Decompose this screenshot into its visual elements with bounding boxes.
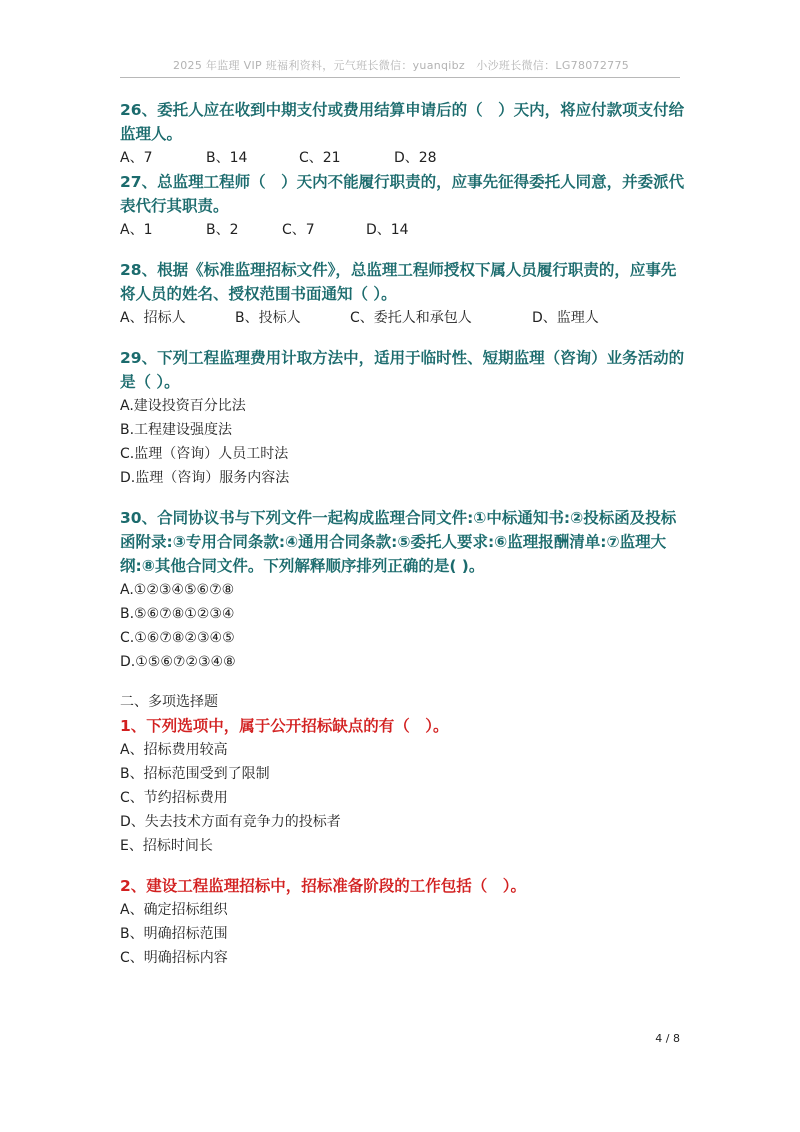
question-29-option-d: D.监理（咨询）服务内容法: [120, 470, 290, 486]
question-28-options: [120, 306, 686, 330]
page-number: 4 / 8: [655, 1032, 680, 1045]
multi-question-1-option-c: C、节约招标费用: [120, 790, 228, 806]
question-26-option-c: C、21: [299, 150, 341, 166]
question-26-title: 26、委托人应在收到中期支付或费用结算申请后的（ ）天内，将应付款项支付给监理人。: [120, 101, 685, 143]
question-28-option-d: D、监理人: [532, 310, 599, 326]
question-27-option-a: A、1: [120, 222, 153, 238]
question-26: [120, 98, 686, 170]
multi-question-1-option-d: D、失去技术方面有竞争力的投标者: [120, 814, 341, 830]
question-29: [120, 346, 686, 490]
header-divider: [120, 77, 680, 78]
question-29-title: 29、下列工程监理费用计取方法中，适用于临时性、短期监理（咨询）业务活动的是（ ）。: [120, 349, 685, 391]
section-heading-multiple-choice: 二、多项选择题: [120, 694, 218, 710]
multi-question-1: [120, 714, 686, 858]
question-28-option-a: A、招标人: [120, 310, 186, 326]
multi-question-2: [120, 874, 686, 970]
question-30-option-d: D.①⑤⑥⑦②③④⑧: [120, 654, 236, 670]
question-27-option-c: C、7: [282, 222, 315, 238]
question-28: [120, 258, 686, 330]
question-27-options: [120, 218, 686, 242]
question-30: [120, 506, 686, 674]
multi-question-2-option-a: A、确定招标组织: [120, 902, 228, 918]
question-30-option-a: A.①②③④⑤⑥⑦⑧: [120, 582, 235, 598]
question-28-option-b: B、投标人: [235, 310, 301, 326]
multi-question-1-title: 1、下列选项中，属于公开招标缺点的有（ ）。: [120, 717, 449, 735]
question-26-option-b: B、14: [206, 150, 248, 166]
page-header-text: 2025 年监理 VIP 班福利资料，元气班长微信：yuanqibz 小沙班长微信：LG78072775: [172, 59, 630, 72]
question-26-option-a: A、7: [120, 150, 153, 166]
question-29-option-c: C.监理（咨询）人员工时法: [120, 446, 289, 462]
question-26-option-d: D、28: [394, 150, 437, 166]
question-27: [120, 170, 686, 242]
question-28-option-c: C、委托人和承包人: [350, 310, 472, 326]
multi-question-2-option-b: B、明确招标范围: [120, 926, 228, 942]
question-29-option-a: A.建设投资百分比法: [120, 398, 246, 414]
question-26-options: [120, 146, 686, 170]
question-27-title: 27、总监理工程师（ ）天内不能履行职责的，应事先征得委托人同意，并委派代表代行其职责。: [120, 173, 685, 215]
multi-question-1-option-e: E、招标时间长: [120, 838, 213, 854]
multi-question-2-option-c: C、明确招标内容: [120, 950, 228, 966]
question-27-option-b: B、2: [206, 222, 239, 238]
multi-question-2-title: 2、建设工程监理招标中，招标准备阶段的工作包括（ ）。: [120, 877, 527, 895]
question-27-option-d: D、14: [366, 222, 409, 238]
document-body: [120, 98, 686, 970]
multi-question-1-option-b: B、招标范围受到了限制: [120, 766, 270, 782]
question-30-title: 30、合同协议书与下列文件一起构成监理合同文件:①中标通知书:②投标函及投标函附录:③专用合同条款:④通用合同条款:⑤委托人要求:⑥监理报酬清单:⑦监理大纲:⑧其他合同文件。下列解释顺序排列正确的是( )。: [120, 509, 677, 575]
multi-question-1-option-a: A、招标费用较高: [120, 742, 228, 758]
question-29-option-b: B.工程建设强度法: [120, 422, 233, 438]
question-30-option-c: C.①⑥⑦⑧②③④⑤: [120, 630, 235, 646]
question-30-option-b: B.⑤⑥⑦⑧①②③④: [120, 606, 235, 622]
question-28-title: 28、根据《标准监理招标文件》，总监理工程师授权下属人员履行职责的，应事先将人员的姓名、授权范围书面通知（ ）。: [120, 261, 677, 303]
